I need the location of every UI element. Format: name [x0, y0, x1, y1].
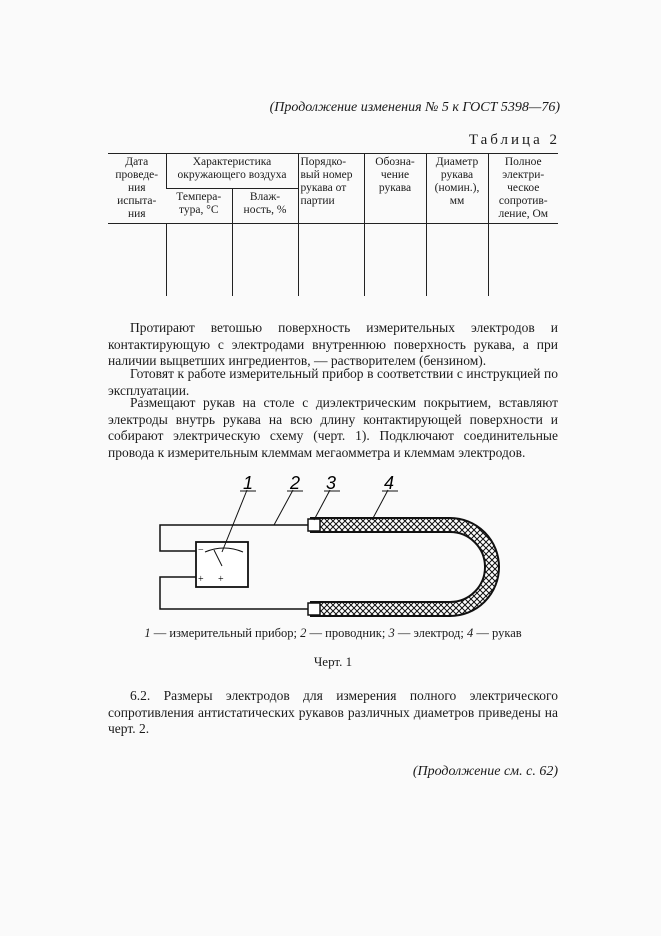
continuation-header: (Продолжение изменения № 5 к ГОСТ 5398—76) — [269, 100, 560, 115]
header-mark: Обозна- чение рукава — [364, 154, 426, 224]
header-hum: Влаж- ность, % — [232, 189, 298, 224]
label-1: 1 — [243, 473, 254, 493]
paragraph-prepare: Готовят к работе измерительный прибор в соответствии с инструкцией по эксплуатации. — [108, 366, 558, 398]
header-diam: Диаметр рукава (номин.), мм — [426, 154, 488, 224]
hose-hatch — [310, 525, 492, 609]
table-cell — [108, 224, 166, 297]
leader-4 — [372, 490, 388, 520]
figure-name: Черт. 1 — [313, 654, 353, 669]
header-env: Характеристика окружающего воздуха — [166, 154, 298, 189]
electrode-bottom — [308, 603, 320, 615]
continuation-footer: (Продолжение см. с. 62) — [412, 764, 558, 779]
table-row — [108, 224, 558, 297]
svg-text:+: + — [218, 574, 224, 585]
table-cell — [232, 224, 298, 297]
caption-num: 1 — [144, 626, 151, 640]
label-3: 3 — [326, 473, 337, 493]
paragraph-6-2: 6.2. Размеры электродов для измерения полного электрического сопротивления антистатических рукавов различных диаметров приведены на черт. 2. — [108, 688, 558, 736]
header-res: Полное электри- ческое сопротив- ление, Ом — [488, 154, 558, 224]
header-temp: Темпера- тура, °С — [166, 189, 232, 224]
test-results-table — [108, 153, 558, 296]
table-cell — [488, 224, 558, 297]
leader-2 — [274, 490, 293, 525]
measurement-scheme-figure — [150, 470, 530, 620]
table-cell — [426, 224, 488, 297]
label-2: 2 — [290, 473, 301, 493]
figure-caption — [108, 626, 558, 641]
table-cell — [298, 224, 364, 297]
electrode-top — [308, 519, 320, 531]
caption-text: — электрод; — [394, 626, 467, 640]
svg-text:−: − — [198, 545, 204, 556]
caption-text: — рукав — [473, 626, 522, 640]
table-cell — [166, 224, 232, 297]
paragraph-wipe: Протирают ветошью поверхность измерительных электродов и контактирующую с электродами внутреннюю поверхность рукава, а при наличии выцветших ингредиентов, — растворителем (бензином). — [108, 320, 558, 368]
caption-num: 4 — [466, 626, 474, 640]
label-4: 4 — [384, 473, 395, 493]
header-date: Дата проведе- ния испыта- ния — [108, 154, 166, 224]
caption-num: 3 — [388, 626, 395, 640]
leader-3 — [314, 490, 330, 520]
svg-text:+: + — [198, 574, 204, 585]
paragraph-place: Размещают рукав на столе с диэлектрическим покрытием, вставляют электроды внутрь рукава на всю длину контактирующей поверхности и собирают электрическую схему (черт. 1). Подключают соединительные провода к измерительным клеммам мегаомметра и клеммам электродов. — [108, 395, 558, 460]
hose — [310, 525, 492, 609]
caption-num: 2 — [300, 626, 307, 640]
header-seq: Порядко- вый номер рукава от партии — [298, 154, 364, 224]
caption-text: — проводник; — [306, 626, 389, 640]
table-cell — [364, 224, 426, 297]
table-label: Таблица 2 — [468, 132, 560, 148]
caption-text: — измерительный прибор; — [150, 626, 301, 640]
